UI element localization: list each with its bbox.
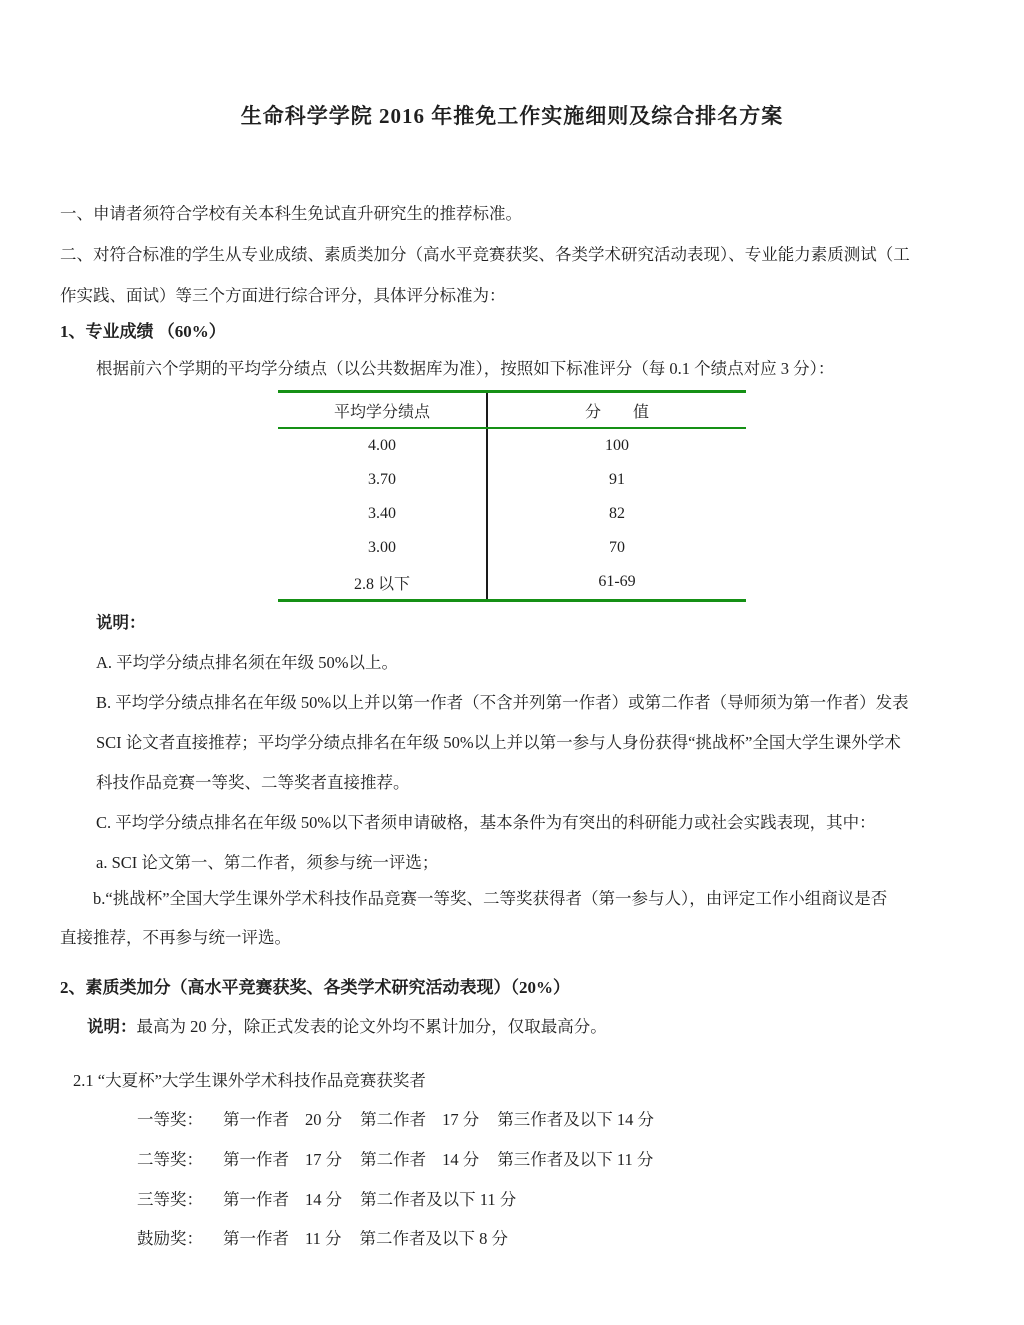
award-item: 14 分 [305, 1190, 343, 1209]
score-cell: 100 [605, 437, 629, 454]
section-2-note-text: 最高为 20 分，除正式发表的论文外均不累计加分，仅取最高分。 [136, 1017, 607, 1036]
award-item: 第一作者 [223, 1229, 289, 1248]
award-item: 20 分 [305, 1110, 343, 1129]
score-cell: 82 [609, 505, 625, 522]
award-row-third-prize [137, 1189, 964, 1211]
table-header-score: 分 值 [584, 403, 649, 421]
table-row [278, 497, 746, 531]
table-row [278, 463, 746, 497]
award-item: 第一作者 [223, 1150, 289, 1169]
award-item: 第三作者及以下 11 分 [497, 1150, 654, 1169]
award-label: 三等奖： [137, 1190, 203, 1209]
award-item: 17 分 [442, 1110, 480, 1129]
gpa-score-table [278, 390, 746, 602]
page-title: 生命科学学院 2016 年推免工作实施细则及综合排名方案 [240, 104, 784, 128]
intro-item-2-line-1: 二、对符合标准的学生从专业成绩、素质类加分（高水平竞赛获奖、各类学术研究活动表现）、专业能力素质测试（工 [60, 245, 910, 264]
note-b-line-3: 科技作品竞赛一等奖、二等奖者直接推荐。 [96, 773, 410, 792]
award-item: 第二作者 [360, 1110, 427, 1129]
award-label: 一等奖： [137, 1110, 203, 1129]
note-a: A. 平均学分绩点排名须在年级 50%以上。 [96, 653, 399, 672]
award-item: 第二作者及以下 8 分 [359, 1229, 509, 1248]
award-item: 第二作者 [360, 1150, 427, 1169]
gpa-cell: 3.70 [278, 463, 488, 497]
table-row [278, 565, 746, 599]
award-row-encouragement-prize [137, 1228, 964, 1250]
note-c-item-b-line-2: 直接推荐，不再参与统一评选。 [60, 928, 291, 947]
score-cell: 70 [609, 539, 625, 556]
table-row [278, 531, 746, 565]
award-label: 鼓励奖： [137, 1229, 203, 1248]
gpa-cell: 3.40 [278, 497, 488, 531]
section-1-intro: 根据前六个学期的平均学分绩点（以公共数据库为准），按照如下标准评分（每 0.1 个绩点对应 3 分）： [96, 359, 835, 378]
gpa-cell: 2.8 以下 [278, 565, 488, 599]
note-c: C. 平均学分绩点排名在年级 50%以下者须申请破格，基本条件为有突出的科研能力或社会实践表现，其中： [96, 813, 876, 832]
section-2-1-heading: 2.1 “大夏杯”大学生课外学术科技作品竞赛获奖者 [73, 1071, 426, 1090]
note-c-item-a: a. SCI 论文第一、第二作者，须参与统一评选； [96, 853, 439, 872]
section-2-note [87, 1016, 964, 1038]
award-item: 第一作者 [223, 1190, 289, 1209]
section-2-heading: 2、素质类加分（高水平竞赛获奖、各类学术研究活动表现）（20%） [60, 978, 570, 997]
note-b-line-1: B. 平均学分绩点排名在年级 50%以上并以第一作者（不含并列第一作者）或第二作者（导师须为第一作者）发表 [96, 693, 909, 712]
gpa-cell: 4.00 [278, 429, 488, 463]
award-item: 17 分 [305, 1150, 343, 1169]
section-1-heading: 1、专业成绩 （60%） [60, 322, 226, 341]
award-item: 第一作者 [223, 1110, 289, 1129]
table-header-gpa: 平均学分绩点 [278, 393, 488, 427]
section-2-note-label: 说明： [87, 1017, 137, 1036]
note-b-line-2: SCI 论文者直接推荐；平均学分绩点排名在年级 50%以上并以第一参与人身份获得“挑战杯”全国大学生课外学术 [96, 733, 901, 752]
award-item: 11 分 [305, 1229, 342, 1248]
award-item: 第二作者及以下 11 分 [360, 1190, 517, 1209]
score-cell: 91 [609, 471, 625, 488]
intro-item-2-line-2: 作实践、面试）等三个方面进行综合评分，具体评分标准为： [60, 286, 506, 305]
award-item: 14 分 [442, 1150, 480, 1169]
award-row-second-prize [137, 1149, 964, 1171]
intro-item-1: 一、申请者须符合学校有关本科生免试直升研究生的推荐标准。 [60, 204, 522, 223]
gpa-cell: 3.00 [278, 531, 488, 565]
score-cell: 61-69 [598, 573, 636, 590]
note-c-item-b-line-1: b.“挑战杯”全国大学生课外学术科技作品竞赛一等奖、二等奖获得者（第一参与人），由评定工作小组商议是否 [93, 889, 888, 908]
award-item: 第三作者及以下 14 分 [497, 1110, 654, 1129]
table-header-row [278, 393, 746, 429]
notes-label: 说明： [96, 613, 146, 632]
award-label: 二等奖： [137, 1150, 203, 1169]
table-row [278, 429, 746, 463]
award-row-first-prize [137, 1109, 964, 1131]
